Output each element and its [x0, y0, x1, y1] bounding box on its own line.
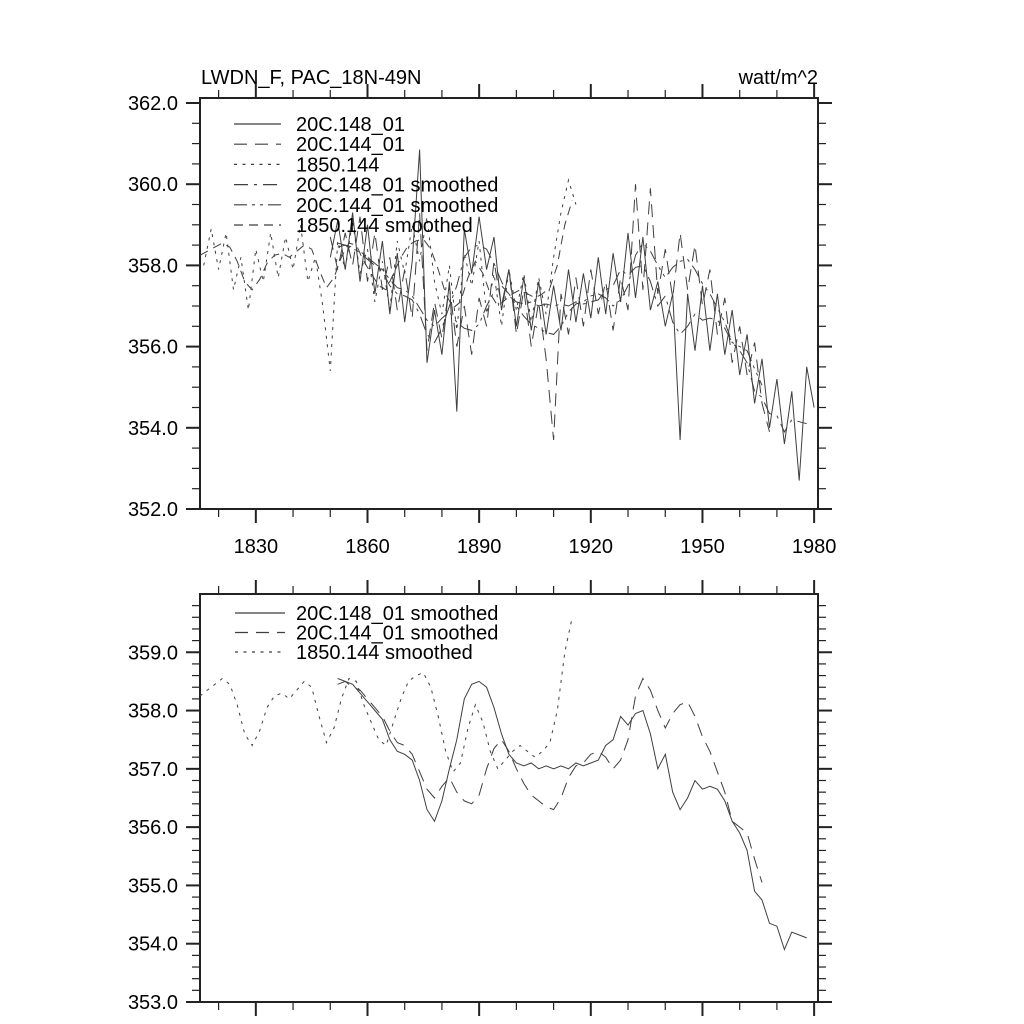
- y-tick-label: 358.0: [127, 255, 178, 278]
- series-20C.144_01-smoothed: [338, 679, 762, 883]
- chart-panel-bottom: [128, 580, 832, 1016]
- y-tick-label: 354.0: [127, 933, 178, 956]
- plot-frame: [200, 594, 818, 1002]
- chart-panel-top: [128, 84, 836, 558]
- legend-label: 20C.148_01 smoothed: [296, 174, 499, 197]
- x-tick-label: 1950: [680, 536, 725, 558]
- chart-title: LWDN_F, PAC_18N-49N: [201, 67, 422, 89]
- y-tick-label: 356.0: [127, 817, 178, 840]
- y-tick-label: 356.0: [127, 336, 178, 359]
- y-tick-label: 362.0: [127, 93, 178, 115]
- series-20C.144_01-smoothed: [338, 243, 762, 385]
- legend-label: 20C.144_01 smoothed: [296, 194, 499, 217]
- y-tick-label: 355.0: [127, 875, 178, 898]
- x-tick-label: 1920: [568, 536, 614, 558]
- legend-label: 20C.148_01 smoothed: [296, 603, 499, 625]
- y-tick-label: 359.0: [127, 642, 178, 665]
- legend-label: 1850.144 smoothed: [296, 215, 473, 237]
- legend-label: 20C.144_01: [296, 134, 405, 157]
- plot-frame: [200, 98, 818, 509]
- legend-label: 20C.144_01 smoothed: [296, 622, 499, 645]
- x-tick-label: 1980: [791, 536, 837, 558]
- legend-label: 20C.148_01: [296, 114, 405, 136]
- y-tick-label: 358.0: [127, 700, 178, 723]
- x-tick-label: 1860: [345, 536, 390, 558]
- series-20C.148_01-smoothed: [338, 679, 807, 950]
- x-tick-label: 1890: [456, 536, 502, 558]
- legend-label: 1850.144: [296, 154, 380, 177]
- y-tick-label: 353.0: [127, 992, 178, 1014]
- y-tick-label: 360.0: [127, 174, 178, 197]
- y-tick-label: 354.0: [127, 417, 178, 440]
- units-label: watt/m^2: [738, 67, 818, 89]
- x-tick-label: 1830: [233, 536, 279, 558]
- y-tick-label: 352.0: [127, 499, 178, 521]
- series-20C.148_01-smoothed: [338, 243, 807, 432]
- y-tick-label: 357.0: [127, 758, 178, 781]
- legend-label: 1850.144 smoothed: [296, 642, 473, 664]
